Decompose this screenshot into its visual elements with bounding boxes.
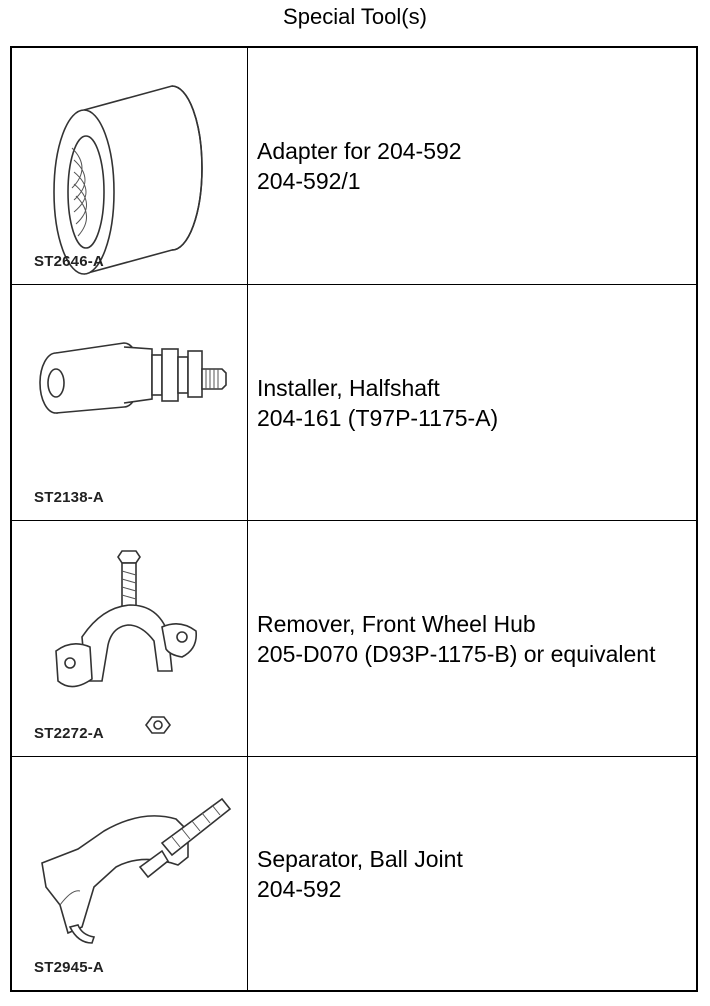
table-row [12,756,696,990]
tool-description-cell [248,48,696,284]
tool-name: Remover, Front Wheel Hub [257,610,536,637]
ball-joint-separator-icon [12,757,248,991]
tool-code: ST2272-A [34,725,104,742]
tool-code: ST2138-A [34,489,104,506]
hub-remover-icon [12,521,248,757]
tool-image-cell [12,521,248,756]
table-row [12,48,696,284]
adapter-sleeve-icon [12,48,248,284]
tool-code: ST2945-A [34,959,104,976]
tool-image-cell [12,48,248,284]
tool-image-cell [12,285,248,520]
table-row [12,284,696,520]
tool-name: Separator, Ball Joint [257,845,463,872]
tool-number: 204-592/1 [257,168,361,194]
halfshaft-installer-icon [12,285,248,521]
tool-number: 204-592 [257,875,342,902]
tool-name: Adapter for 204-592 [257,138,462,164]
tool-name: Installer, Halfshaft [257,374,440,401]
tool-image-cell [12,757,248,990]
tool-description-cell [248,285,696,520]
tool-description-cell [248,757,696,990]
tool-code: ST2646-A [34,253,104,270]
tool-description-cell [248,521,696,756]
tool-number: 204-161 (T97P-1175-A) [257,404,499,431]
table-row [12,520,696,756]
tool-number: 205-D070 (D93P-1175-B) or equivalent [257,640,656,667]
special-tools-table [10,46,698,992]
page-title: Special Tool(s) [283,4,427,29]
